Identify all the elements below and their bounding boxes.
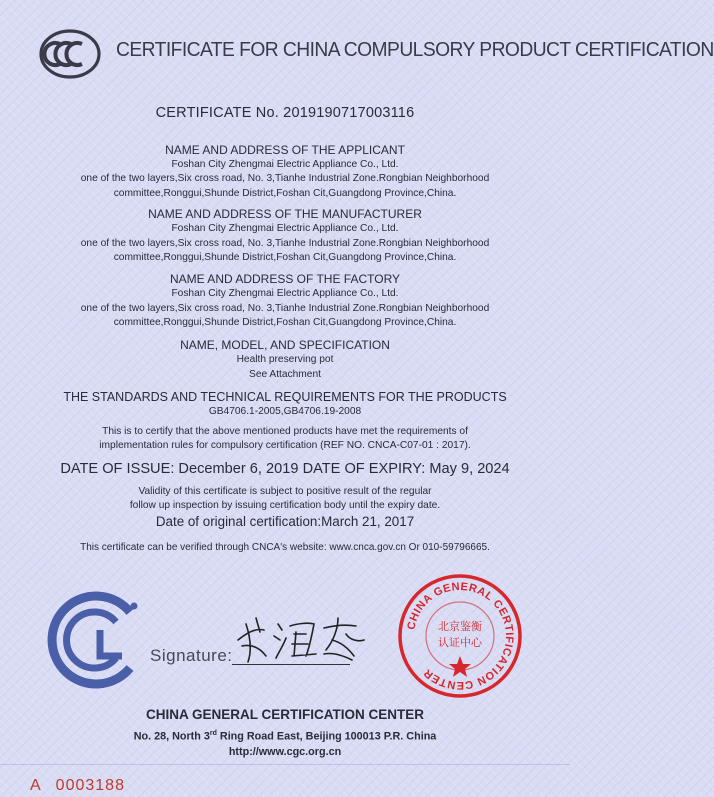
svg-text:北京鉴衡: 北京鉴衡	[438, 620, 482, 633]
original-certification-date: Date of original certification:March 21, 2017	[155, 514, 415, 529]
svg-text:CHINA GENERAL CERTIFICATION CE: CHINA GENERAL CERTIFICATION CENTER	[405, 580, 516, 692]
cgc-logo	[42, 590, 152, 690]
factory-heading: NAME AND ADDRESS OF THE FACTORY	[169, 272, 401, 286]
serial-number	[30, 777, 125, 795]
issuer-address	[0, 730, 570, 743]
serial-prefix: A	[30, 777, 42, 794]
serial-digits: 0003188	[55, 777, 125, 794]
applicant-name: Foshan City Zhengmai Electric Appliance Co., Ltd.	[171, 159, 399, 170]
factory-address-line2: committee,Ronggui,Shunde District,Foshan Cit,Guangdong Province,China.	[113, 317, 457, 328]
manufacturer-address-line2: committee,Ronggui,Shunde District,Foshan Cit,Guangdong Province,China.	[113, 252, 457, 263]
certificate-title: CERTIFICATE FOR CHINA COMPULSORY PRODUCT CERTIFICATION	[116, 38, 714, 61]
ccc-logo	[38, 28, 102, 80]
product-model: See Attachment	[249, 369, 321, 380]
applicant-address-line1: one of the two layers,Six cross road, No. 3,Tianhe Industrial Zone.Rongbian Neighborhood	[80, 173, 490, 184]
verification-note: This certificate can be verified through CNCA's website: www.cnca.gov.cn Or 010-59796665.	[80, 542, 490, 553]
product-name: Health preserving pot	[236, 354, 334, 365]
date-of-issue: DATE OF ISSUE: December 6, 2019	[60, 461, 299, 477]
certificate-number: CERTIFICATE No. 2019190717003116	[155, 105, 415, 121]
factory-address-line1: one of the two layers,Six cross road, No. 3,Tianhe Industrial Zone.Rongbian Neighborhood	[80, 303, 490, 314]
manufacturer-heading: NAME AND ADDRESS OF THE MANUFACTURER	[148, 207, 422, 221]
validity-line2: follow up inspection by issuing certification body until the expiry date.	[129, 500, 441, 511]
date-of-expiry: DATE OF EXPIRY: May 9, 2024	[302, 461, 510, 477]
standards-value: GB4706.1-2005,GB4706.19-2008	[208, 406, 362, 417]
official-seal	[396, 572, 524, 700]
handwritten-signature	[234, 610, 368, 666]
signature-line	[232, 664, 350, 665]
manufacturer-name: Foshan City Zhengmai Electric Appliance Co., Ltd.	[171, 223, 399, 234]
applicant-heading: NAME AND ADDRESS OF THE APPLICANT	[165, 143, 405, 157]
date-line	[0, 461, 570, 477]
manufacturer-address-line1: one of the two layers,Six cross road, No. 3,Tianhe Industrial Zone.Rongbian Neighborhood	[80, 238, 490, 249]
address-superscript: rd	[209, 730, 217, 737]
standards-heading: THE STANDARDS AND TECHNICAL REQUIREMENTS FOR THE PRODUCTS	[63, 390, 507, 404]
certify-line1: This is to certify that the above mentioned products have met the requirements of	[102, 426, 468, 437]
validity-line1: Validity of this certificate is subject to positive result of the regular	[138, 486, 432, 497]
address-part2: Ring Road East, Beijing 100013 P.R. China	[216, 730, 437, 743]
signature-label: Signature:	[150, 646, 233, 665]
issuer-website[interactable]: http://www.cgc.org.cn	[228, 746, 342, 758]
factory-name: Foshan City Zhengmai Electric Appliance Co., Ltd.	[171, 288, 399, 299]
footer-divider	[0, 764, 570, 765]
issuer-organization: CHINA GENERAL CERTIFICATION CENTER	[145, 707, 424, 722]
product-heading: NAME, MODEL, AND SPECIFICATION	[180, 338, 390, 352]
applicant-address-line2: committee,Ronggui,Shunde District,Foshan Cit,Guangdong Province,China.	[113, 188, 457, 199]
svg-text:认证中心: 认证中心	[438, 636, 482, 649]
address-part1: No. 28, North 3	[133, 730, 210, 743]
certify-line2: implementation rules for compulsory certification (REF NO. CNCA-C07-01 : 2017).	[99, 440, 471, 451]
